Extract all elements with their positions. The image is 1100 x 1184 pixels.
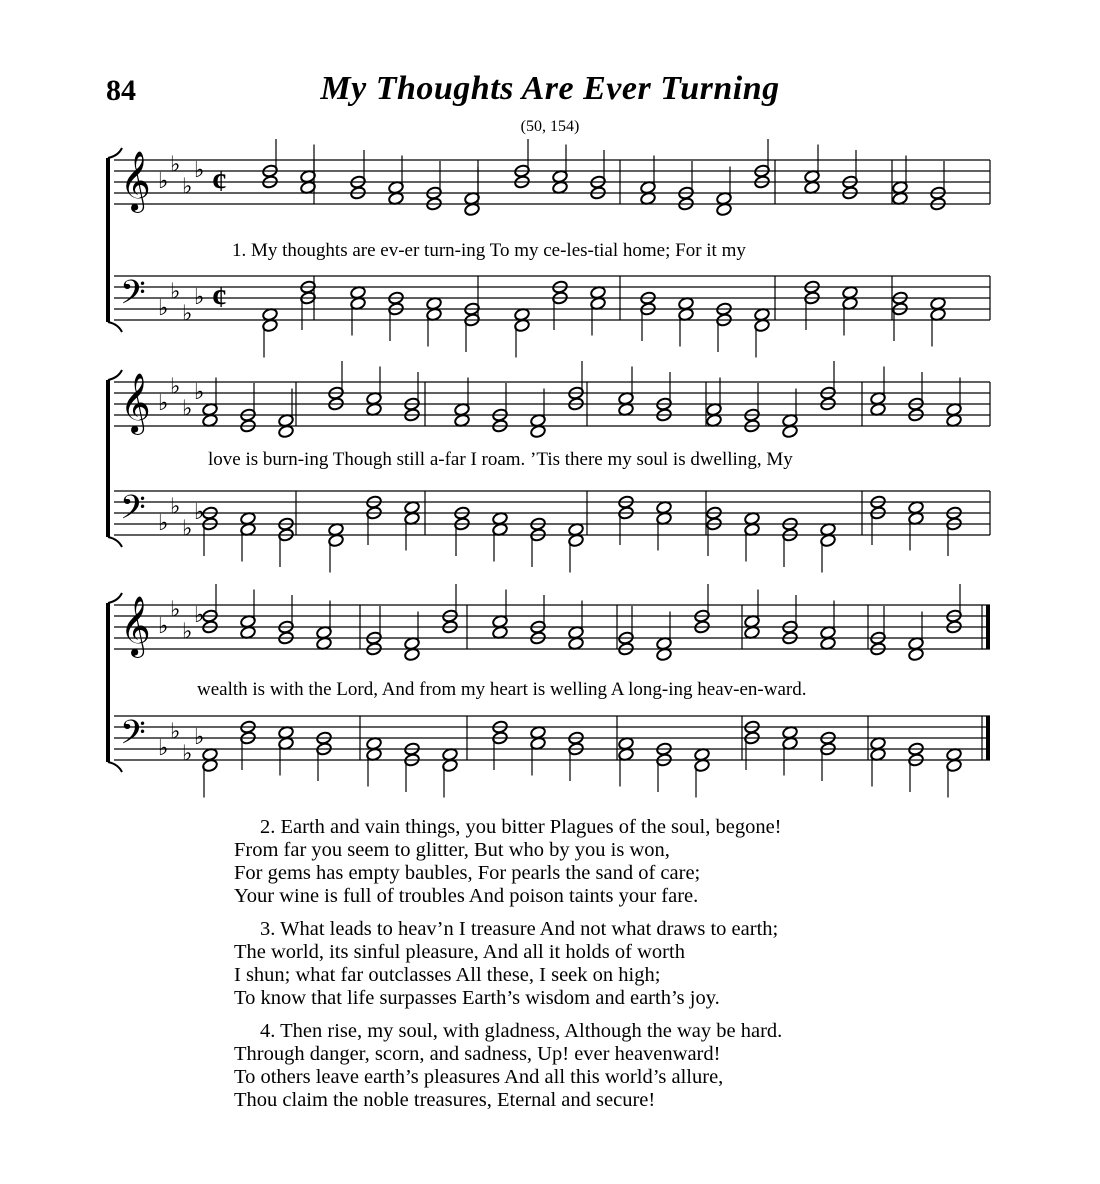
hymn-reference: (50, 154) [520, 118, 580, 135]
stanza-4 [234, 1020, 954, 1112]
stanza-line: From far you seem to glitter, But who by you is won, [234, 839, 670, 861]
flat-icon: ♭ [194, 285, 205, 310]
stanza-2 [234, 816, 954, 908]
stanza-line: 3. What leads to heav’n I treasure And not what draws to earth; [260, 918, 779, 940]
flat-icon: ♭ [170, 279, 181, 305]
flat-icon: ♭ [194, 380, 205, 405]
bracket-hook [108, 537, 122, 547]
treble-clef-icon: 𝄞 [120, 596, 151, 656]
flat-icon: ♭ [170, 597, 181, 623]
bass-clef-icon: 𝄢 [120, 489, 146, 535]
bracket-hook [108, 762, 122, 772]
flat-icon: ♭ [182, 174, 193, 200]
flat-icon: ♭ [182, 516, 193, 542]
flat-icon: ♭ [158, 614, 169, 639]
stanza-line: Thou claim the noble treasures, Eternal and secure! [234, 1089, 656, 1111]
flat-icon: ♭ [170, 494, 181, 520]
system-1-lyrics: 1. My thoughts are ev-er turn-ing To my ce-les-tial home; For it my [232, 240, 746, 261]
stanza-line: For gems has empty baubles, For pearls the sand of care; [234, 862, 701, 884]
flat-icon: ♭ [194, 725, 205, 750]
flat-icon: ♭ [182, 301, 193, 327]
stanza-line: 4. Then rise, my soul, with gladness, Although the way be hard. [260, 1020, 783, 1042]
flat-icon: ♭ [158, 169, 169, 194]
treble-clef-icon: 𝄞 [120, 151, 151, 211]
system-2-lyrics: love is burn-ing Though still a-far I roam. ’Tis there my soul is dwelling, My [208, 449, 793, 470]
stanza-line: 2. Earth and vain things, you bitter Plagues of the soul, begone! [260, 816, 782, 838]
flat-icon: ♭ [194, 603, 205, 628]
flat-icon: ♭ [170, 374, 181, 400]
flat-icon: ♭ [158, 736, 169, 761]
flat-icon: ♭ [158, 296, 169, 321]
flat-icon: ♭ [158, 391, 169, 416]
stanza-line: To know that life surpasses Earth’s wisdom and earth’s joy. [234, 987, 720, 1009]
bracket-hook [108, 322, 122, 332]
system-3-lyrics: wealth is with the Lord, And from my heart is welling A long-ing heav-en-ward. [197, 679, 807, 700]
flat-icon: ♭ [194, 500, 205, 525]
flat-icon: ♭ [194, 158, 205, 183]
hymn-title: My Thoughts Are Ever Turning [320, 70, 780, 107]
stanza-line: I shun; what far outclasses All these, I seek on high; [234, 964, 661, 986]
stanza-3 [234, 918, 954, 1010]
hymn-number: 84 [106, 74, 136, 107]
flat-icon: ♭ [182, 619, 193, 645]
flat-icon: ♭ [170, 152, 181, 178]
stanza-line: The world, its sinful pleasure, And all it holds of worth [234, 941, 685, 963]
flat-icon: ♭ [182, 396, 193, 422]
flat-icon: ♭ [182, 741, 193, 767]
stanza-line: Through danger, scorn, and sadness, Up! ever heavenward! [234, 1043, 721, 1065]
cut-time-icon: ¢ [212, 281, 227, 314]
bass-clef-icon: 𝄢 [120, 714, 146, 760]
flat-icon: ♭ [170, 719, 181, 745]
stanza-line: Your wine is full of troubles And poison taints your fare. [234, 885, 699, 907]
treble-clef-icon: 𝄞 [120, 373, 151, 433]
bass-clef-icon: 𝄢 [120, 274, 146, 320]
stanza-line: To others leave earth’s pleasures And all this world’s allure, [234, 1066, 724, 1088]
cut-time-icon: ¢ [212, 165, 227, 198]
stanzas [234, 816, 954, 1122]
flat-icon: ♭ [158, 511, 169, 536]
